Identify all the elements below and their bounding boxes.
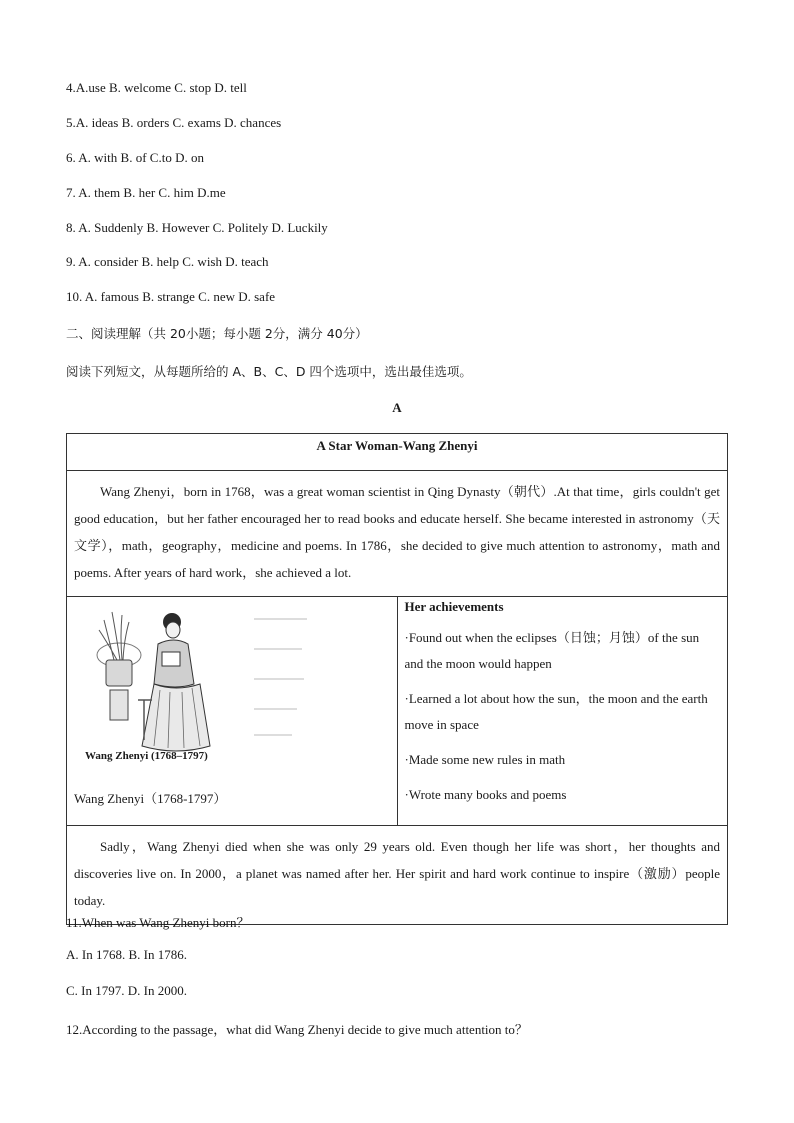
question-11-stem: 11.When was Wang Zhenyi born？ bbox=[66, 915, 250, 930]
cloze-options-q9: 9. A. consider B. help C. wish D. teach bbox=[66, 254, 269, 269]
cloze-options-q7: 7. A. them B. her C. him D.me bbox=[66, 185, 226, 200]
achievements-cell bbox=[397, 597, 728, 826]
article-conclusion-cell bbox=[67, 826, 728, 925]
cloze-options-q8: 8. A. Suddenly B. However C. Politely D. Luckily bbox=[66, 220, 328, 235]
cloze-options-q4: 4.A.use B. welcome C. stop D. tell bbox=[66, 80, 247, 95]
article-conclusion: Sadly，Wang Zhenyi died when she was only 29 years old. Even though her life was short，her thoughts and discoveries live on. In 2000，a planet was named after her. Her spirit and hard work continue to inspire（激励）people today. bbox=[74, 839, 720, 908]
cloze-options-q10: 10. A. famous B. strange C. new D. safe bbox=[66, 289, 276, 304]
section-heading: 二、阅读理解（共 20小题；每小题 2分，满分 40分） bbox=[66, 326, 368, 341]
passage-letter: A bbox=[392, 400, 402, 415]
article-table bbox=[66, 433, 728, 925]
faded-background-text bbox=[252, 607, 312, 747]
article-intro-cell bbox=[67, 471, 728, 597]
question-12-stem: 12.According to the passage，what did Wang Zhenyi decide to give much attention to？ bbox=[66, 1022, 528, 1037]
question-11-options-ab: A. In 1768. B. In 1786. bbox=[66, 947, 187, 962]
achievement-item: ·Made some new rules in math bbox=[404, 752, 566, 767]
portrait-caption: Wang Zhenyi (1768–1797) bbox=[85, 750, 208, 762]
portrait-illustration bbox=[74, 600, 249, 770]
cloze-options-q6: 6. A. with B. of C.to D. on bbox=[66, 150, 204, 165]
article-intro: Wang Zhenyi，born in 1768，was a great woman scientist in Qing Dynasty（朝代）.At that time，girls couldn't get good education，but her father encouraged her to read books and educate herself. She became interested in astronomy（天文学），math，geography，medicine and poems. In 1786，she decided to give much attention to astronomy，math and poems. After years of hard work，she achieved a lot. bbox=[74, 484, 720, 580]
achievement-item: ·Wrote many books and poems bbox=[404, 787, 567, 802]
achievement-item: ·Learned a lot about how the sun，the moon and the earth move in space bbox=[404, 691, 708, 732]
portrait-cell bbox=[67, 597, 398, 826]
portrait-label: Wang Zhenyi（1768-1797） bbox=[74, 791, 227, 806]
instruction: 阅读下列短文，从每题所给的 A、B、C、D 四个选项中，选出最佳选项。 bbox=[66, 364, 472, 379]
cloze-options-q5: 5.A. ideas B. orders C. exams D. chances bbox=[66, 115, 282, 130]
article-title: A Star Woman-Wang Zhenyi bbox=[67, 434, 728, 471]
achievements-heading: Her achievements bbox=[404, 599, 504, 614]
question-11-options-cd: C. In 1797. D. In 2000. bbox=[66, 983, 187, 998]
achievement-item: ·Found out when the eclipses（日蚀；月蚀）of the sun and the moon would happen bbox=[404, 630, 700, 671]
